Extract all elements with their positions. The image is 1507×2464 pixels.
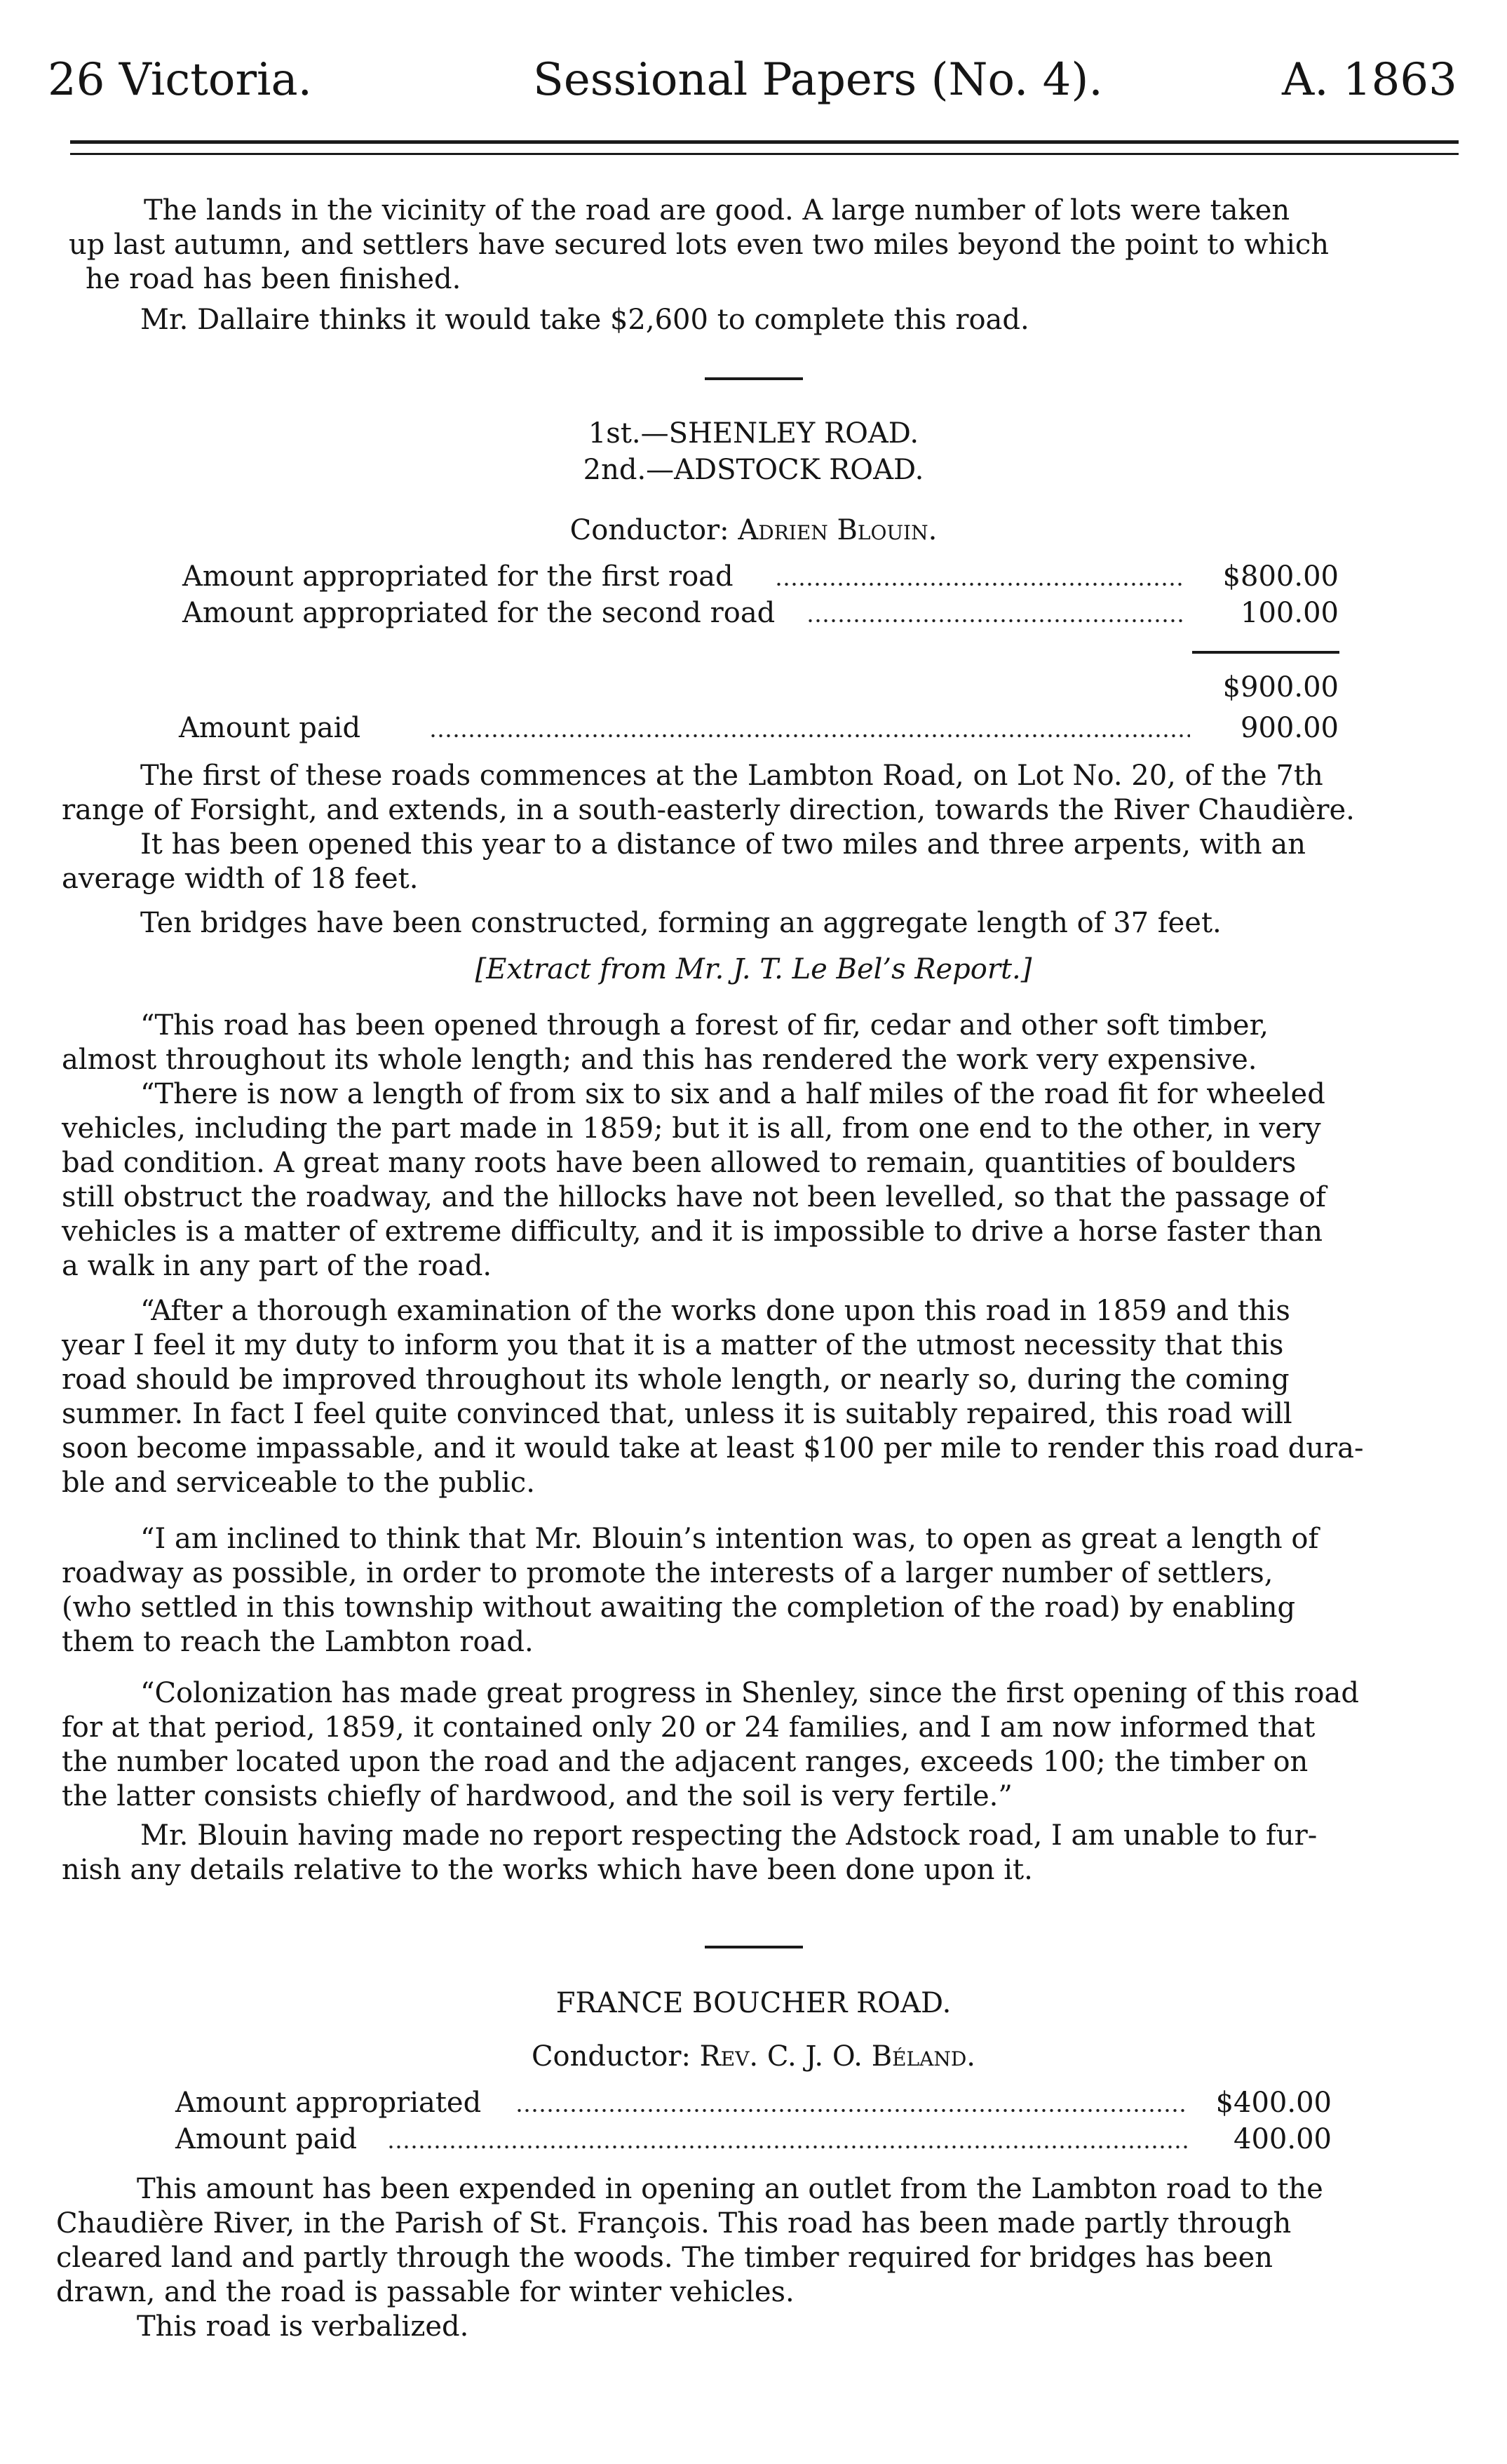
leader-dots [387, 2143, 1189, 2150]
extract-heading: [Extract from Mr. J. T. Le Bel’s Report.] [475, 953, 1032, 985]
section-divider [705, 1946, 803, 1948]
text-line: Mr. Dallaire thinks it would take $2,600 to complete this road. [140, 304, 1029, 336]
amount-label: Amount paid [175, 2123, 358, 2155]
section-title-france-boucher: FRANCE BOUCHER ROAD. [555, 1987, 952, 2019]
text-line: bad condition. A great many roots have been allowed to remain, quantities of boulders [62, 1147, 1297, 1179]
amount-row [0, 560, 1507, 594]
text-line: still obstruct the roadway, and the hillocks have not been levelled, so that the passage of [62, 1181, 1326, 1213]
text-line: “After a thorough examination of the works done upon this road in 1859 and this [140, 1295, 1290, 1327]
text-line: range of Forsight, and extends, in a south-easterly direction, towards the River Chaudière. [62, 794, 1355, 826]
text-line: up last autumn, and settlers have secured lots even two miles beyond the point to which [69, 229, 1330, 261]
conductor-label: Conductor: [569, 514, 729, 546]
text-line: This amount has been expended in opening an outlet from the Lambton road to the [137, 2173, 1323, 2205]
conductor-line [0, 2040, 1507, 2074]
text-line: It has been opened this year to a distance of two miles and three arpents, with an [140, 828, 1306, 861]
text-line: drawn, and the road is passable for winter vehicles. [56, 2276, 795, 2308]
amount-label: Amount appropriated [175, 2087, 482, 2119]
total-row [0, 671, 1507, 705]
text-line: “This road has been opened through a forest of fir, cedar and other soft timber, [140, 1009, 1269, 1042]
text-line: vehicles, including the part made in 1859; but it is all, from one end to the other, in very [62, 1112, 1321, 1145]
text-line: vehicles is a matter of extreme difficulty, and it is impossible to drive a horse faster than [62, 1216, 1323, 1248]
amount-value: $400.00 [1215, 2087, 1332, 2119]
text-line: The lands in the vicinity of the road are good. A large number of lots were taken [144, 194, 1290, 227]
text-line: “Colonization has made great progress in Shenley, since the first opening of this road [140, 1677, 1359, 1709]
header-rule-thin [70, 153, 1459, 155]
conductor-line [0, 513, 1507, 548]
header-title: Sessional Papers (No. 4). [533, 54, 1103, 106]
header-volume: 26 Victoria. [48, 54, 312, 106]
text-line: soon become impassable, and it would take at least $100 per mile to render this road dura- [62, 1432, 1364, 1465]
section-divider [705, 377, 803, 380]
paid-value: 900.00 [1241, 712, 1339, 744]
text-line: roadway as possible, in order to promote the interests of a larger number of settlers, [62, 1557, 1273, 1589]
paid-label: Amount paid [179, 712, 361, 744]
leader-dots [515, 2107, 1189, 2114]
text-line: average width of 18 feet. [62, 863, 419, 895]
text-line: “There is now a length of from six to six and a half miles of the road fit for wheeled [140, 1078, 1325, 1110]
text-line: The first of these roads commences at the Lambton Road, on Lot No. 20, of the 7th [140, 760, 1323, 792]
paid-row [0, 711, 1507, 746]
text-line: Mr. Blouin having made no report respecting the Adstock road, I am unable to fur- [140, 1819, 1318, 1852]
amount-label: Amount appropriated for the second road [182, 597, 776, 629]
text-line: he road has been finished. [86, 263, 461, 295]
text-line: cleared land and partly through the woods. The timber required for bridges has been [56, 2242, 1273, 2274]
text-line: a walk in any part of the road. [62, 1250, 492, 1282]
amount-value: 400.00 [1234, 2123, 1332, 2155]
text-line: Chaudière River, in the Parish of St. François. This road has been made partly through [56, 2207, 1292, 2240]
total-value: $900.00 [1222, 671, 1339, 703]
text-line: “I am inclined to think that Mr. Blouin’s intention was, to open as great a length of [140, 1523, 1319, 1555]
conductor-name: Adrien Blouin. [738, 514, 938, 546]
amount-row [0, 2122, 1507, 2157]
leader-dots [806, 617, 1185, 624]
text-line: the latter consists chiefly of hardwood, and the soil is very fertile.” [62, 1780, 1013, 1812]
leader-dots [775, 581, 1185, 588]
header-year: A. 1863 [1282, 54, 1457, 106]
text-line: road should be improved throughout its whole length, or nearly so, during the coming [62, 1364, 1290, 1396]
text-line: the number located upon the road and the adjacent ranges, exceeds 100; the timber on [62, 1746, 1309, 1778]
amount-row [0, 2086, 1507, 2120]
text-line: summer. In fact I feel quite convinced that, unless it is suitably repaired, this road will [62, 1398, 1292, 1430]
amount-label: Amount appropriated for the first road [182, 560, 734, 593]
text-line: year I feel it my duty to inform you that it is a matter of the utmost necessity that this [62, 1329, 1284, 1361]
text-line: ble and serviceable to the public. [62, 1467, 535, 1499]
amount-row [0, 596, 1507, 631]
text-line: Ten bridges have been constructed, forming an aggregate length of 37 feet. [140, 907, 1222, 939]
leader-dots [429, 732, 1190, 739]
conductor-label: Conductor: [531, 2040, 691, 2073]
section-title-shenley: 1st.—SHENLEY ROAD. [588, 417, 919, 450]
sum-rule [1192, 651, 1339, 654]
text-line: nish any details relative to the works which have been done upon it. [62, 1854, 1033, 1886]
section-title-adstock: 2nd.—ADSTOCK ROAD. [583, 454, 924, 486]
text-line: them to reach the Lambton road. [62, 1626, 534, 1658]
text-line: This road is verbalized. [137, 2310, 469, 2343]
amount-value: 100.00 [1241, 597, 1339, 629]
conductor-name: Rev. C. J. O. Béland. [699, 2040, 976, 2073]
text-line: almost throughout its whole length; and this has rendered the work very expensive. [62, 1044, 1257, 1076]
text-line: (who settled in this township without awaiting the completion of the road) by enabling [62, 1591, 1296, 1624]
text-line: for at that period, 1859, it contained only 20 or 24 families, and I am now informed that [62, 1711, 1316, 1744]
header-rule-thick [70, 140, 1459, 144]
amount-value: $800.00 [1222, 560, 1339, 593]
